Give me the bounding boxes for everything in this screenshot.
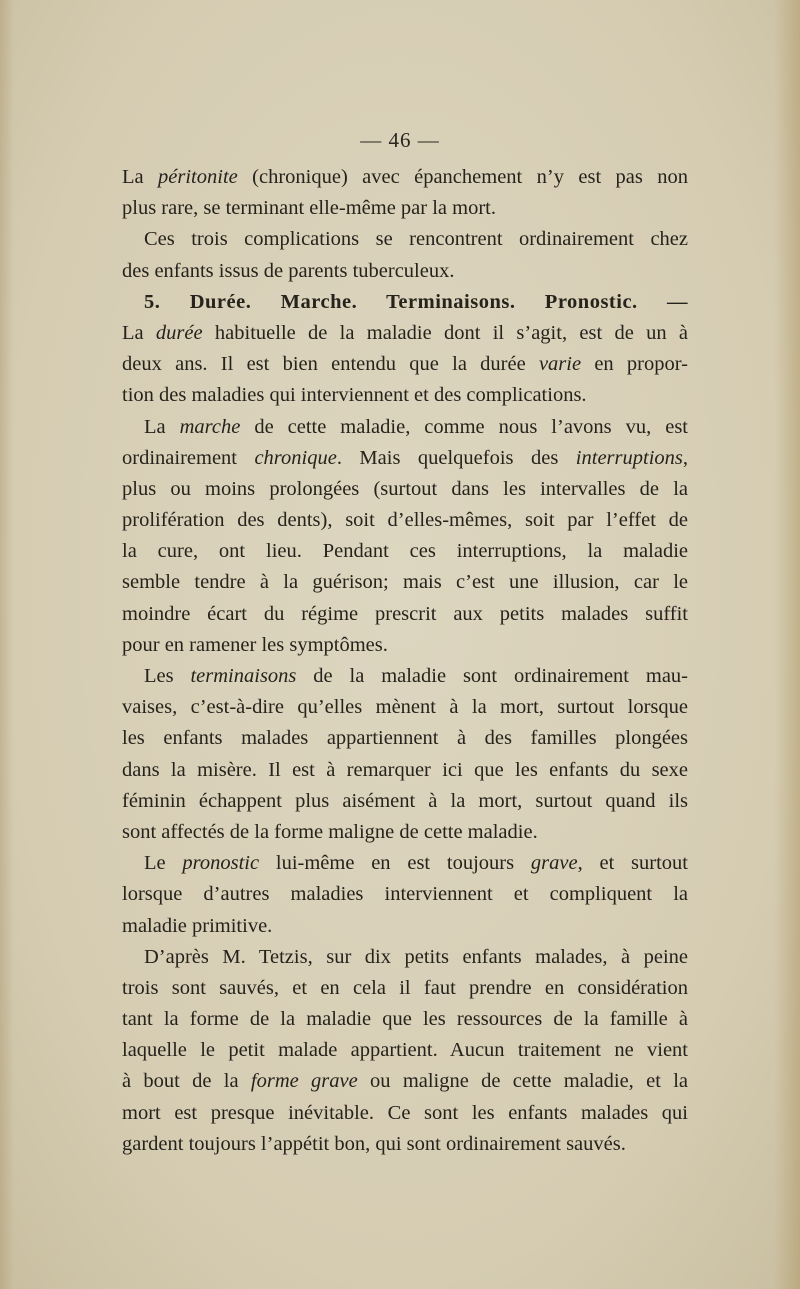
text-run: Ces trois complications se rencontrent ordinairement chez [144, 228, 688, 251]
text-line [122, 786, 688, 817]
italic-term: marche [179, 415, 241, 438]
text-line [122, 412, 688, 443]
text-run: vaises, c’est-à-dire qu’elles mènent à la mort, surtout lorsque [122, 696, 688, 719]
body-text [122, 162, 688, 1160]
text-line [122, 723, 688, 754]
italic-term: forme grave [250, 1070, 358, 1093]
italic-term: grave [530, 852, 578, 875]
text-run: (chronique) avec épanchement n’y est pas non [237, 166, 689, 188]
page-edge-right [774, 0, 800, 1289]
text-run: La [122, 321, 156, 344]
text-run: plus ou moins prolongées (surtout dans les intervalles de la [122, 477, 688, 500]
text-line [122, 567, 688, 598]
text-line [122, 848, 688, 879]
text-run: ou maligne de cette maladie, et la [357, 1070, 688, 1093]
text-line [122, 287, 688, 318]
text-run: moindre écart du régime prescrit aux petits malades suffit [122, 602, 688, 625]
text-run: gardent toujours l’appétit bon, qui sont ordinairement sauvés. [122, 1132, 626, 1155]
section-heading: 5. Durée. Marche. Terminaisons. Pronostic. — [144, 290, 688, 313]
text-run: à bout de la [122, 1070, 251, 1093]
text-run: les enfants malades appartiennent à des familles plongées [122, 727, 688, 750]
italic-term: péritonite [158, 166, 238, 188]
text-run: Les [144, 665, 191, 687]
text-line [122, 1129, 688, 1160]
italic-term: terminaisons [190, 665, 297, 687]
text-run: féminin échappent plus aisément à la mort, surtout quand ils [122, 789, 688, 812]
text-run: D’après M. Tetzis, sur dix petits enfants malades, à peine [144, 945, 688, 968]
text-line [122, 505, 688, 536]
text-line [122, 443, 688, 474]
text-run: lui-même en est toujours [259, 852, 531, 875]
page-number: — 46 — [360, 128, 440, 152]
text-line [122, 193, 688, 224]
text-run: des enfants issus de parents tuberculeux. [122, 259, 455, 282]
text-line [122, 599, 688, 630]
text-line [122, 1035, 688, 1066]
text-run: La [122, 166, 159, 188]
text-run: tion des maladies qui interviennent et des complications. [122, 384, 587, 407]
text-run: plus rare, se terminant elle-même par la mort. [122, 197, 496, 220]
text-run: ordinairement [122, 446, 255, 469]
text-line [122, 692, 688, 723]
italic-term: varie [538, 353, 582, 376]
text-line [122, 380, 688, 411]
text-line [122, 755, 688, 786]
text-line [122, 1066, 688, 1097]
text-line [122, 661, 688, 692]
text-run: semble tendre à la guérison; mais c’est une illusion, car le [122, 571, 688, 594]
text-line [122, 474, 688, 505]
text-run: trois sont sauvés, et en cela il faut prendre en considération [122, 976, 688, 999]
italic-term: chronique [254, 446, 337, 469]
text-run: dans la misère. Il est à remarquer ici que les enfants du sexe [122, 758, 688, 781]
text-run: de la maladie sont ordinairement mau- [296, 665, 688, 687]
text-run: Le [144, 852, 183, 875]
text-line [122, 224, 688, 255]
text-run: laquelle le petit malade appartient. Aucun traitement ne vient [122, 1039, 688, 1062]
text-line [122, 318, 688, 349]
text-run: deux ans. Il est bien entendu que la durée [122, 353, 539, 376]
text-run: prolifération des dents), soit d’elles-mêmes, soit par l’effet de [122, 509, 688, 532]
text-line [122, 942, 688, 973]
text-line [122, 630, 688, 661]
text-line [122, 162, 688, 193]
italic-term: durée [155, 321, 203, 344]
text-run: de cette maladie, comme nous l’avons vu, est [240, 415, 689, 438]
text-line [122, 1004, 688, 1035]
text-run: sont affectés de la forme maligne de cette maladie. [122, 820, 538, 843]
text-run: lorsque d’autres maladies interviennent et compliquent la [122, 883, 688, 906]
text-line [122, 879, 688, 910]
text-run: pour en ramener les symptômes. [122, 633, 388, 656]
text-line [122, 256, 688, 287]
text-run: . Mais quelquefois des [336, 446, 576, 469]
text-line [122, 536, 688, 567]
text-line [122, 817, 688, 848]
italic-term: pronostic [182, 852, 260, 875]
text-run: La [144, 415, 180, 438]
text-run: en propor- [581, 353, 688, 376]
text-run: maladie primitive. [122, 914, 273, 937]
text-run: , [682, 446, 688, 469]
text-run: , et surtout [577, 852, 688, 875]
italic-term: interruptions [575, 446, 683, 469]
text-run: habituelle de la maladie dont il s’agit, est de un à [202, 321, 688, 344]
text-run: la cure, ont lieu. Pendant ces interruptions, la maladie [122, 540, 688, 563]
page-edge-left [0, 0, 14, 1289]
text-line [122, 973, 688, 1004]
text-line [122, 349, 688, 380]
text-run: tant la forme de la maladie que les ressources de la famille à [122, 1008, 688, 1031]
text-run: mort est presque inévitable. Ce sont les enfants malades qui [122, 1101, 688, 1124]
text-line [122, 1098, 688, 1129]
text-line [122, 911, 688, 942]
